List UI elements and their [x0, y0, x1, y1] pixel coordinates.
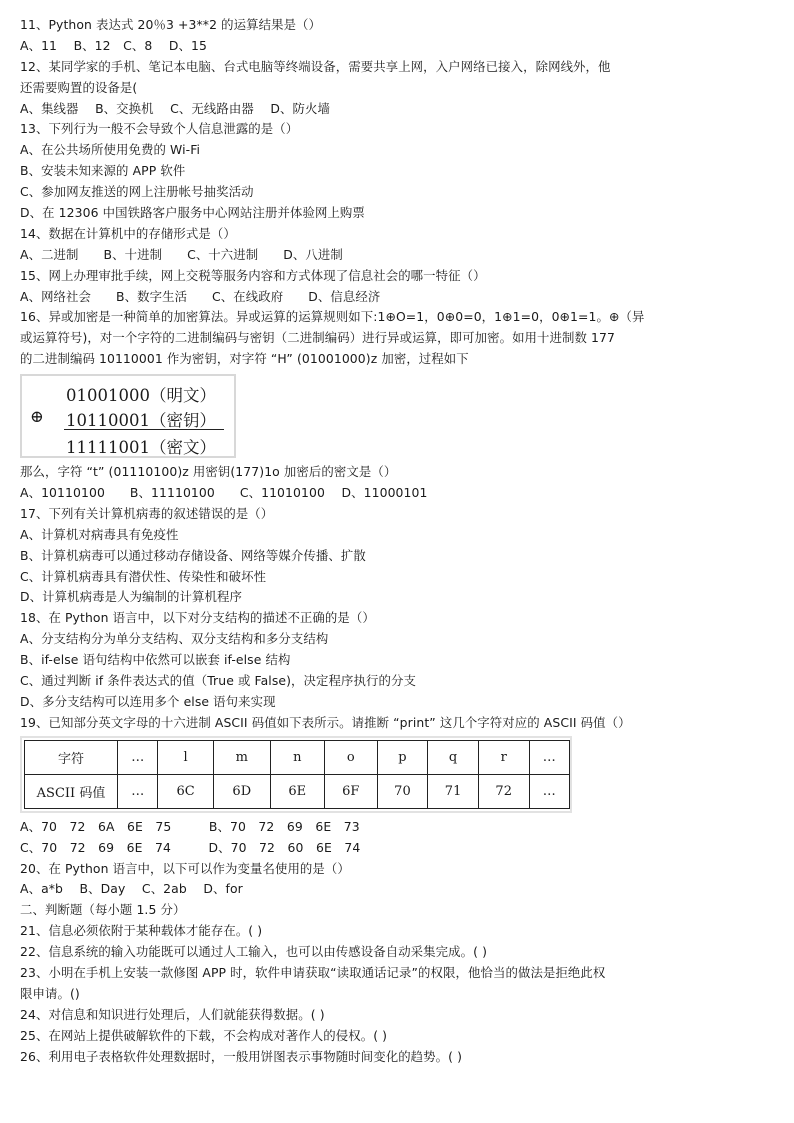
- text-line: A、计算机对病毒具有免疫性: [20, 526, 179, 542]
- ascii-cell: 72: [478, 774, 529, 808]
- ascii-table-row-chars: [25, 740, 570, 774]
- xor-key: 10110001（密钥）: [66, 411, 216, 431]
- exam-page: [20, 15, 780, 1067]
- text-line: A、二进制 B、十进制 C、十六进制 D、八进制: [20, 246, 343, 262]
- text-line: 19、已知部分英文字母的十六进制 ASCII 码值如下表所示。请推断 “print” 这几个字符对应的 ASCII 码值（）: [20, 714, 631, 730]
- question-block-11-16: [20, 15, 780, 370]
- text-line: A、11 B、12 C、8 D、15: [20, 37, 207, 53]
- text-line: 20、在 Python 语言中，以下可以作为变量名使用的是（）: [20, 860, 350, 876]
- text-line: A、a*b B、Day C、2ab D、for: [20, 881, 243, 897]
- ascii-table-head-code: ASCII 码值: [25, 774, 118, 808]
- text-line: B、安装未知来源的 APP 软件: [20, 163, 186, 179]
- text-line: 24、对信息和知识进行处理后，人们就能获得数据。( ): [20, 1006, 325, 1022]
- text-line: C、计算机病毒具有潜伏性、传染性和破坏性: [20, 568, 267, 584]
- ascii-cell: l: [158, 740, 213, 774]
- ascii-cell: …: [118, 774, 158, 808]
- text-line: 25、在网站上提供破解软件的下载，不会构成对著作人的侵权。( ): [20, 1027, 388, 1043]
- xor-plaintext: 01001000（明文）: [66, 386, 216, 406]
- text-line: A、10110100 B、11110100 C、11010100 D、11000101: [20, 485, 428, 501]
- text-line: 还需要购置的设备是(: [20, 79, 138, 95]
- text-line: 26、利用电子表格软件处理数据时，一般用饼图表示事物随时间变化的趋势。( ): [20, 1048, 463, 1064]
- ascii-cell: o: [324, 740, 377, 774]
- ascii-cell: r: [478, 740, 529, 774]
- text-line: A、集线器 B、交换机 C、无线路由器 D、防火墙: [20, 100, 330, 116]
- text-line: 18、在 Python 语言中，以下对分支结构的描述不正确的是（）: [20, 610, 375, 626]
- text-line: 23、小明在手机上安装一款修图 APP 时，软件申请获取“读取通话记录”的权限，他恰当的做法是拒绝此权: [20, 964, 606, 980]
- question-block-19-26: [20, 817, 780, 1068]
- xor-encryption-figure: [20, 374, 236, 458]
- ascii-cell: 6E: [270, 774, 324, 808]
- text-line: 的二进制编码 10110001 作为密钥，对字符 “H” (01001000)z 加密，过程如下: [20, 351, 469, 367]
- text-line: C、70 72 69 6E 74 D、70 72 60 6E 74: [20, 839, 361, 855]
- text-line: C、通过判断 if 条件表达式的值（True 或 False)，决定程序执行的分支: [20, 673, 416, 689]
- text-line: D、计算机病毒是人为编制的计算机程序: [20, 589, 242, 605]
- text-line: 二、判断题（每小题 1.5 分）: [20, 902, 186, 918]
- text-line: A、网络社会 B、数字生活 C、在线政府 D、信息经济: [20, 288, 381, 304]
- ascii-cell: 71: [428, 774, 479, 808]
- ascii-cell: …: [118, 740, 158, 774]
- text-line: D、在 12306 中国铁路客户服务中心网站注册并体验网上购票: [20, 205, 365, 221]
- text-line: 13、下列行为一般不会导致个人信息泄露的是（）: [20, 121, 299, 137]
- text-line: 14、数据在计算机中的存储形式是（）: [20, 225, 236, 241]
- ascii-cell: m: [213, 740, 270, 774]
- text-line: B、if-else 语句结构中依然可以嵌套 if-else 结构: [20, 652, 291, 668]
- text-line: 限申请。(): [20, 985, 80, 1001]
- xor-operator-symbol: ⊕: [30, 407, 44, 427]
- text-line: 15、网上办理审批手续，网上交税等服务内容和方式体现了信息社会的哪一特征（）: [20, 267, 486, 283]
- ascii-table: [24, 740, 570, 809]
- text-line: 22、信息系统的输入功能既可以通过人工输入，也可以由传感设备自动采集完成。( ): [20, 944, 488, 960]
- ascii-cell: …: [529, 740, 569, 774]
- ascii-cell: 6D: [213, 774, 270, 808]
- ascii-cell: 70: [377, 774, 428, 808]
- xor-ciphertext: 11111001（密文）: [66, 438, 216, 458]
- ascii-table-row-codes: [25, 774, 570, 808]
- text-line: A、分支结构分为单分支结构、双分支结构和多分支结构: [20, 631, 329, 647]
- ascii-cell: p: [377, 740, 428, 774]
- text-line: 16、异或加密是一种简单的加密算法。异或运算的运算规则如下:1⊕O=1，0⊕0=0，1⊕1=0，0⊕1=1。⊕（异: [20, 309, 645, 325]
- text-line: 21、信息必须依附于某种载体才能存在。( ): [20, 923, 263, 939]
- xor-result-line: [64, 429, 224, 430]
- text-line: A、在公共场所使用免费的 Wi-Fi: [20, 142, 201, 158]
- text-line: D、多分支结构可以连用多个 else 语句来实现: [20, 693, 276, 709]
- text-line: A、70 72 6A 6E 75 B、70 72 69 6E 73: [20, 818, 360, 834]
- text-line: 17、下列有关计算机病毒的叙述错误的是（）: [20, 505, 274, 521]
- ascii-cell: q: [428, 740, 479, 774]
- text-line: B、计算机病毒可以通过移动存储设备、网络等媒介传播、扩散: [20, 547, 366, 563]
- text-line: 或运算符号)，对一个字符的二进制编码与密钥（二进制编码）进行异或运算，即可加密。如用十进制数 177: [20, 330, 615, 346]
- ascii-cell: 6C: [158, 774, 213, 808]
- text-line: 12、某同学家的手机、笔记本电脑、台式电脑等终端设备，需要共享上网，入户网络已接入，除网线外，他: [20, 58, 611, 74]
- ascii-table-frame: [20, 736, 572, 813]
- question-block-16-19: [20, 462, 780, 734]
- text-line: C、参加网友推送的网上注册帐号抽奖活动: [20, 184, 254, 200]
- ascii-table-head-char: 字符: [25, 740, 118, 774]
- ascii-cell: n: [270, 740, 324, 774]
- text-line: 那么，字符 “t” (01110100)z 用密钥(177)1o 加密后的密文是（）: [20, 464, 397, 480]
- ascii-cell: 6F: [324, 774, 377, 808]
- ascii-cell: …: [529, 774, 569, 808]
- text-line: 11、Python 表达式 20％3 +3**2 的运算结果是（）: [20, 17, 322, 32]
